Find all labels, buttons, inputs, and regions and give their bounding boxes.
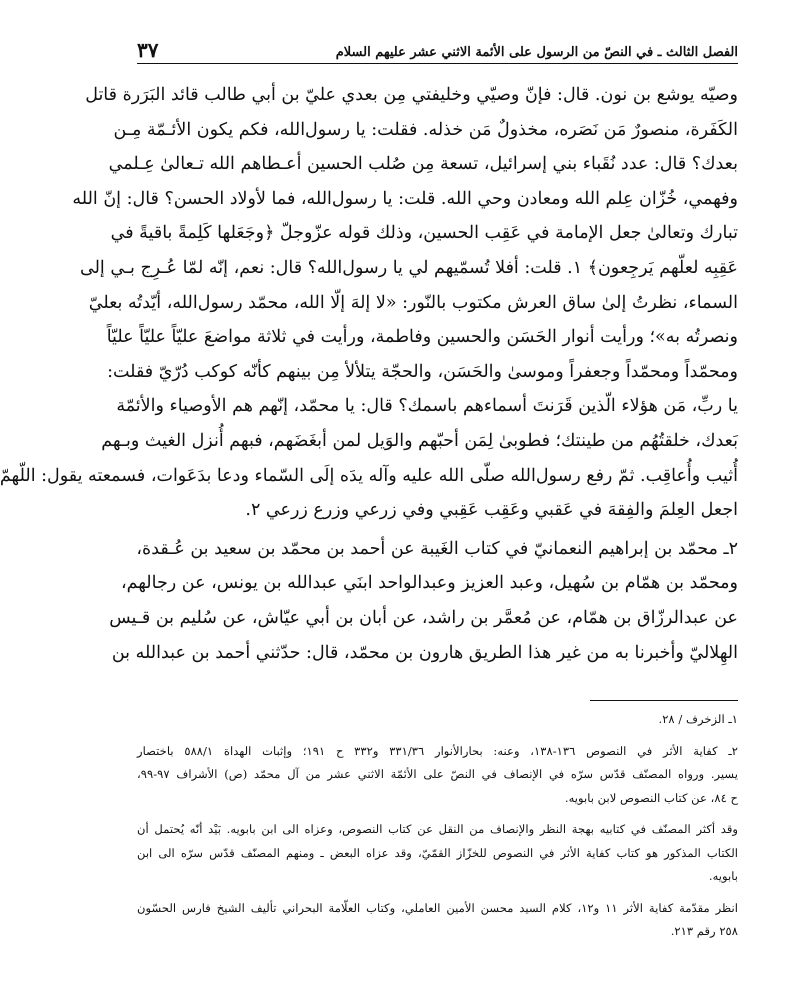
footnote-note: الكتاب المذكور هو كتاب كفاية الأثر في النصوص للخزّاز القمّيّ، وقد عزاه البعض ـ ومنهم المصنّف قدّس سرّه الى ابن [137,845,738,860]
text-line: اجعل العِلمَ والفِقهَ في عَقبي وعَقِب عَقِبي وفي زرعي وزرع زرعي ٢. [245,500,738,521]
text-line: تبارك وتعالىٰ جعل الإمامة في عَقِب الحسين، وذلك قوله عزّوجلّ ﴿وجَعَلها كَلِمةً باقيةً في [110,223,738,244]
text-line: أُثيب وأُعاقِب. ثمّ رفع رسول‌الله صلّى الله عليه وآله يدَه إلَى السّماء ودعا بدَعَوات، فسمعته يقول: اللّهمّ [0,465,738,486]
text-line: الهِلاليّ وأخبرنا به من غير هذا الطريق هارون بن محمّد، قال: حدّثني أحمد بن عبدالله بن [111,642,738,663]
text-line: ومحمّداً ومحمّداً وجعفراً وموسىٰ والحَسَن، والحجّة يتلألأ مِن بينهم كأنّه كوكب دُرّيّ فقلت: [107,361,738,382]
footnote-reference: ٢٥٨ رقم ٢١٣. [670,924,738,938]
main-text [0,78,738,670]
footnote-note: وقد أكثر المصنّف في كتابيه بهجة النظر والإنصاف من النقل عن كتاب النصوص، وعزاه الى ابن بابويه. بَيْد أنّه يُحتمل أن [137,822,738,836]
text-line: يا ربِّ، مَن هؤلاء الّذين قَرَنتَ أسماءهم باسمك؟ قال: يا محمّد، إنّهم هم الأوصياء والأئمّة [116,396,738,417]
footnote-divider [590,700,738,701]
text-line: بعدك؟ قال: عدد نُقَباء بني إسرائيل، تسعة مِن صُلب الحسين أعـطاهم الله تـعالىٰ عِـلمي [108,154,738,175]
text-line: ٢ـ محمّد بن إبراهيم النعمانيّ في كتاب الغَيبة عن أحمد بن محمّد بن سعيد بن عُـقدة، [136,538,738,559]
text-line: بَعدك، خلقتُهُم من طينتك؛ فطوبىٰ لِمَن أحبّهم والوَيل لمن أبغَضَهم، فبهم أُنزل الغيث وبـهم [101,430,738,451]
footnote-reference: انظر مقدّمة كفاية الأثر ١١ و١٢، كلام السيد محسن الأمين العاملي، وكتاب العلّامة البحراني تأليف الشيخ فارس الحسّون [137,900,738,915]
footnotes [137,708,738,944]
text-line: وفهمي، خُزّان عِلم الله ومعادن وحي الله. قلت: يا رسول‌الله، فما لأولاد الحسن؟ قال: إنّ الله [72,188,738,209]
footnote-2: يسير. ورواه المصنّف قدّس سرّه في الإنصاف في النصّ على الأئمّة الاثني عشر من آل محمّد (ص) الأشراف ٩٧-٩٩، [137,767,738,781]
page-number: ٣٧ [137,38,159,62]
footnote-2: ٢ـ كفاية الأثر في النصوص ١٣٦-١٣٨، وعنه: بحارالأنوار ٣٣١/٣٦ و٣٣٢ ح ١٩١؛ وإثبات الهداة ٥٨٨/١ باختصار [137,743,738,758]
footnote-2: ح ٨٤، عن كتاب النصوص لابن بابويه. [564,790,738,805]
text-line: وصيّه يوشع بن نون. قال: فإنّ وصيّي وخليفتي مِن بعدي عليّ بن أبي طالب قائد البَرَرة قاتل [85,85,738,105]
footnote-1: ١ـ الزخرف / ٢٨. [658,712,738,726]
footnote-note: بابويه. [708,869,738,883]
running-title: الفصل الثالث ـ في النصّ من الرسول على الأئمة الاثني عشر عليهم السلام [335,45,738,60]
text-line: ومحمّد بن همّام بن سُهيل، وعبد العزيز وعبدالواحد ابنَي عبدالله بن يونس، عن رجالهم، [120,573,738,594]
page-header [137,30,738,62]
text-line: الكَفَرة، منصورٌ مَن نَصَره، مخذولٌ مَن خذله. فقلت: يا رسول‌الله، فكم يكون الأئـمّة مِـن [113,119,738,140]
text-line: ونصرتُه به»؛ ورأيت أنوار الحَسَن والحسين وفاطمة، ورأيت في ثلاثة مواضعَ عليّاً عليّاً عليّاً [106,327,738,348]
text-line: عن عبدالرزّاق بن همّام، عن مُعمَّر بن راشد، عن أبان بن أبي عيّاش، عن سُليم بن قـيس [109,607,738,628]
text-line: عَقِبِه لعلّهم يَرجِعون﴾ ١. قلت: أفلا تُسمّيهم لي يا رسول‌الله؟ قال: نعم، إنّه لمّا عُـرِج بـي إلى [80,257,738,278]
text-line: السماء، نظرتُ إلىٰ ساق العرش مكتوب بالنّور: «لا إلهَ إلّا الله، محمّد رسول‌الله، أيّدتُه بعليّ [88,292,738,313]
header-divider [137,63,738,64]
